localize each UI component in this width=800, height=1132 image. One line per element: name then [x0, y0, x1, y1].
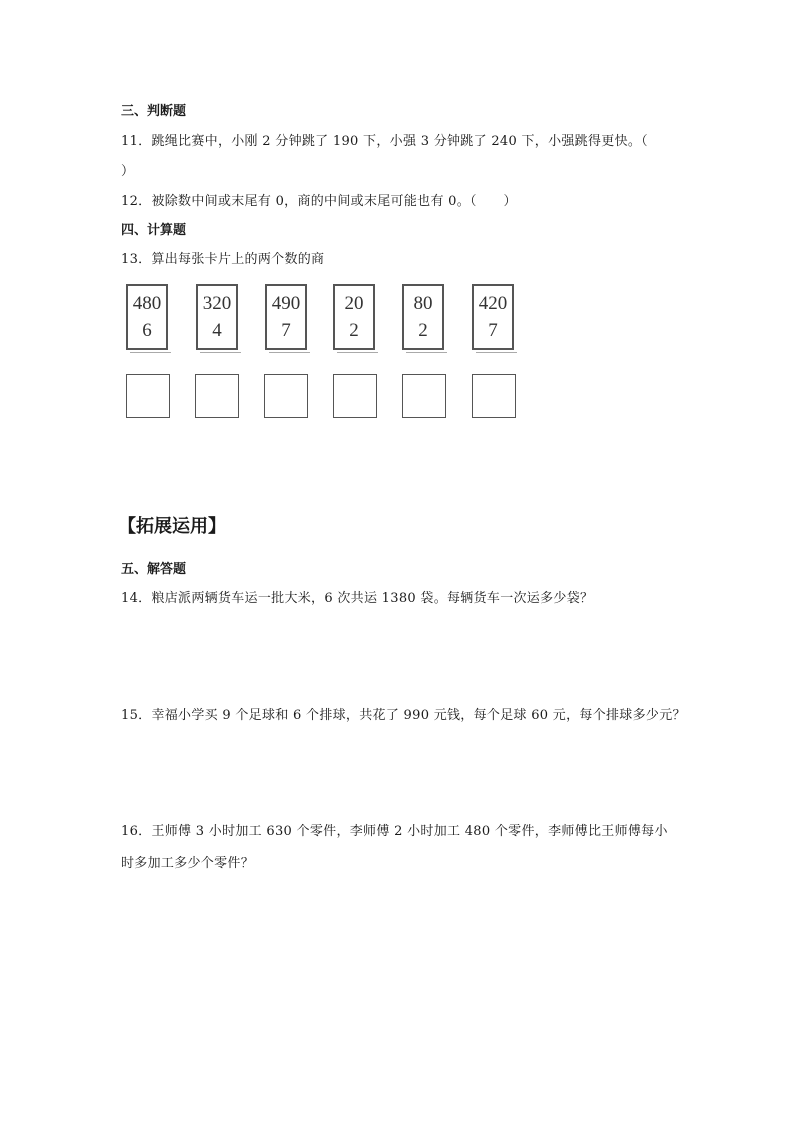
- question-16-line-2: 时多加工多少个零件？: [121, 856, 255, 871]
- section-5-heading: 五、解答题: [121, 562, 187, 577]
- extension-heading: 【拓展运用】: [118, 516, 226, 537]
- section-4-heading: 四、计算题: [121, 223, 187, 238]
- question-16-line-1: 16．王师傅 3 小时加工 630 个零件，李师傅 2 小时加工 480 个零件，李师傅比王师傅每小: [121, 824, 668, 839]
- division-card-5: [402, 284, 444, 350]
- question-13: 13．算出每张卡片上的两个数的商: [121, 252, 325, 267]
- dividend: 80: [413, 293, 433, 314]
- question-11-line-1: 11．跳绳比赛中，小刚 2 分钟跳了 190 下，小强 3 分钟跳了 240 下，小强跳得更快。（: [121, 134, 648, 149]
- answer-box-1[interactable]: [126, 374, 170, 418]
- answer-box-2[interactable]: [195, 374, 239, 418]
- question-15: 15．幸福小学买 9 个足球和 6 个排球，共花了 990 元钱，每个足球 60 元，每个排球多少元？: [121, 708, 686, 723]
- answer-box-3[interactable]: [264, 374, 308, 418]
- question-11-line-2: ）: [121, 164, 135, 179]
- answer-box-6[interactable]: [472, 374, 516, 418]
- dividend: 320: [202, 293, 232, 314]
- divisor: 2: [418, 320, 428, 341]
- answer-box-5[interactable]: [402, 374, 446, 418]
- dividend: 490: [271, 293, 301, 314]
- division-card-3: [265, 284, 307, 350]
- division-card-1: [126, 284, 168, 350]
- dividend: 420: [478, 293, 508, 314]
- divisor: 6: [142, 320, 152, 341]
- question-14: 14．粮店派两辆货车运一批大米，6 次共运 1380 袋。每辆货车一次运多少袋？: [121, 591, 594, 606]
- division-card-6: [472, 284, 514, 350]
- dividend: 480: [132, 293, 162, 314]
- division-card-4: [333, 284, 375, 350]
- dividend: 20: [344, 293, 364, 314]
- question-12: 12．被除数中间或末尾有 0，商的中间或末尾可能也有 0。（ ）: [121, 194, 517, 209]
- divisor: 7: [488, 320, 498, 341]
- divisor: 7: [281, 320, 291, 341]
- answer-box-4[interactable]: [333, 374, 377, 418]
- divisor: 4: [212, 320, 222, 341]
- division-card-2: [196, 284, 238, 350]
- section-3-heading: 三、判断题: [121, 104, 187, 119]
- divisor: 2: [349, 320, 359, 341]
